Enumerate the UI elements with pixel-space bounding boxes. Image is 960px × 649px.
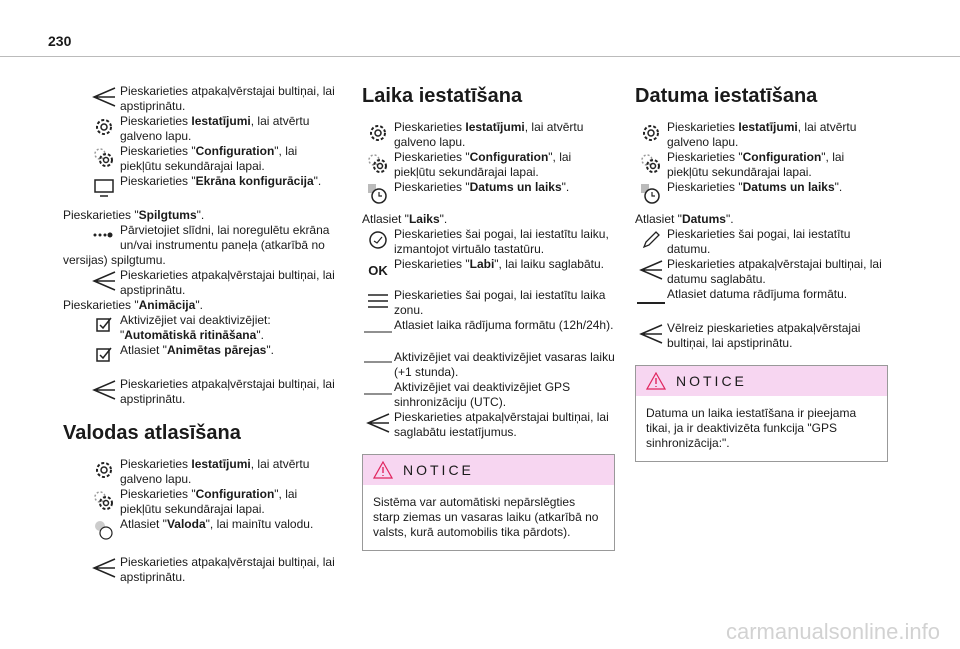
double-gear-icon xyxy=(92,489,116,513)
back-arrow-icon xyxy=(91,86,117,108)
column-date-settings: Datuma iestatīšana Pieskarieties Iestatījumi, lai atvērtu galveno lapu. Pieskarieties "Configuration", lai piekļūtu sekundārajai lapai. Pieskarieties "Datums un laiks". Atlasiet "Datums". Pieskarieties šai pogai, lai iestatītu datumu. Pieskarieties atpakaļvērstajai bultiņai, lai datumu saglabātu. Atlasiet datuma rādījuma formātu. Vēlreiz pieskarieties atpakaļvērstajai bultiņai, lai apstiprinātu. NOTICE Datuma un laika iestatīšana ir pieejama tikai, ja ir deaktivizēta funkcija "GPS sinhronizācija:". xyxy=(635,84,888,462)
double-gear-icon xyxy=(92,146,116,170)
step-text: Pieskarieties atpakaļvērstajai bultiņai, lai apstiprinātu. xyxy=(120,84,335,113)
section-heading-date: Datuma iestatīšana xyxy=(635,85,818,107)
back-arrow-icon xyxy=(91,270,117,292)
screen-icon xyxy=(92,176,116,198)
section-heading-time: Laika iestatīšana xyxy=(362,85,523,107)
notice-box xyxy=(635,365,888,462)
line-icon xyxy=(364,382,392,398)
calendar-clock-icon xyxy=(639,182,663,206)
column-display-settings: Pieskarieties atpakaļvērstajai bultiņai, lai apstiprinātu. Pieskarieties Iestatījumi, lai atvērtu galveno lapu. Pieskarieties "Configuration", lai piekļūtu sekundārajai lapai. Pieskarieties "Ekrāna konfigurācija". Pieskarieties "Spilgtums". Pārvietojiet slīdni, lai noregulētu ekrāna un/vai instrumentu paneļa (atkarībā no versijas) spilgtumu. Pieskarieties atpakaļvērstajai bultiņai, lai apstiprinātu. Pieskarieties "Animācija". Aktivizējiet vai deaktivizējiet: "Automātiskā ritināšana". Atlasiet "Animētas pārejas". Pieskarieties atpakaļvērstajai bultiņai, lai apstiprinātu. Valodas atlasīšana Pieskarieties Iestatījumi, lai atvērtu galveno lapu. Pieskarieties "Configuration", lai piekļūtu sekundārajai lapai. Atlasiet "Valoda", lai mainītu valodu. Pieskarieties atpakaļvērstajai bultiņai, lai apstiprinātu. xyxy=(88,84,341,585)
checkbox-icon xyxy=(95,315,113,333)
warning-icon xyxy=(373,461,393,479)
notice-text: Sistēma var automātiski nepārslēgties starp ziemas un vasaras laiku (atkarībā no valsts, kurā automobilis tika pārdots). xyxy=(373,495,599,539)
warning-icon xyxy=(646,372,666,390)
notice-title: NOTICE xyxy=(676,372,747,389)
language-icon xyxy=(92,519,116,541)
notice-box xyxy=(362,454,615,551)
back-arrow-icon xyxy=(638,323,664,345)
page-number: 230 xyxy=(48,33,72,49)
notice-text: Datuma un laika iestatīšana ir pieejama tikai, ja ir deaktivizēta funkcija "GPS sinhronizācija:". xyxy=(646,406,857,450)
gear-icon xyxy=(367,122,389,144)
gear-icon xyxy=(640,122,662,144)
double-gear-icon xyxy=(639,152,663,176)
line-icon xyxy=(364,352,392,368)
column-time-settings: Laika iestatīšana Pieskarieties Iestatījumi, lai atvērtu galveno lapu. Pieskarieties "Configuration", lai piekļūtu sekundārajai lapai. Pieskarieties "Datums un laiks". Atlasiet "Laiks". Pieskarieties šai pogai, lai iestatītu laiku, izmantojot virtuālo tastatūru. OK Pieskarieties "Labi", lai laiku saglabātu. Pieskarieties šai pogai, lai iestatītu laika zonu. Atlasiet laika rādījuma formātu (12h/24h). Aktivizējiet vai deaktivizējiet vasaras laiku (+1 stunda). Aktivizējiet vai deaktivizējiet GPS sinhronizāciju (UTC). Pieskarieties atpakaļvērstajai bultiņai, lai saglabātu iestatījumus. NOTICE Sistēma var automātiski nepārslēgties starp ziemas un vasaras laiku (atkarībā no valsts, kurā automobilis tika pārdots). xyxy=(362,84,615,551)
menu-icon xyxy=(366,290,390,312)
watermark: carmanualsonline.info xyxy=(725,619,940,644)
clock-icon xyxy=(367,229,389,251)
line-icon xyxy=(364,320,392,336)
back-arrow-icon xyxy=(91,379,117,401)
section-heading-language: Valodas atlasīšana xyxy=(63,422,241,444)
notice-title: NOTICE xyxy=(403,461,474,478)
double-gear-icon xyxy=(366,152,390,176)
slider-icon xyxy=(92,225,116,241)
pencil-icon xyxy=(640,229,662,251)
gear-icon xyxy=(93,116,115,138)
line-icon xyxy=(636,289,666,307)
checkbox-icon xyxy=(95,345,113,363)
back-arrow-icon xyxy=(91,557,117,579)
calendar-clock-icon xyxy=(366,182,390,206)
header-divider xyxy=(0,56,960,57)
back-arrow-icon xyxy=(365,412,391,434)
gear-icon xyxy=(93,459,115,481)
ok-label: OK xyxy=(368,263,388,278)
back-arrow-icon xyxy=(638,259,664,281)
